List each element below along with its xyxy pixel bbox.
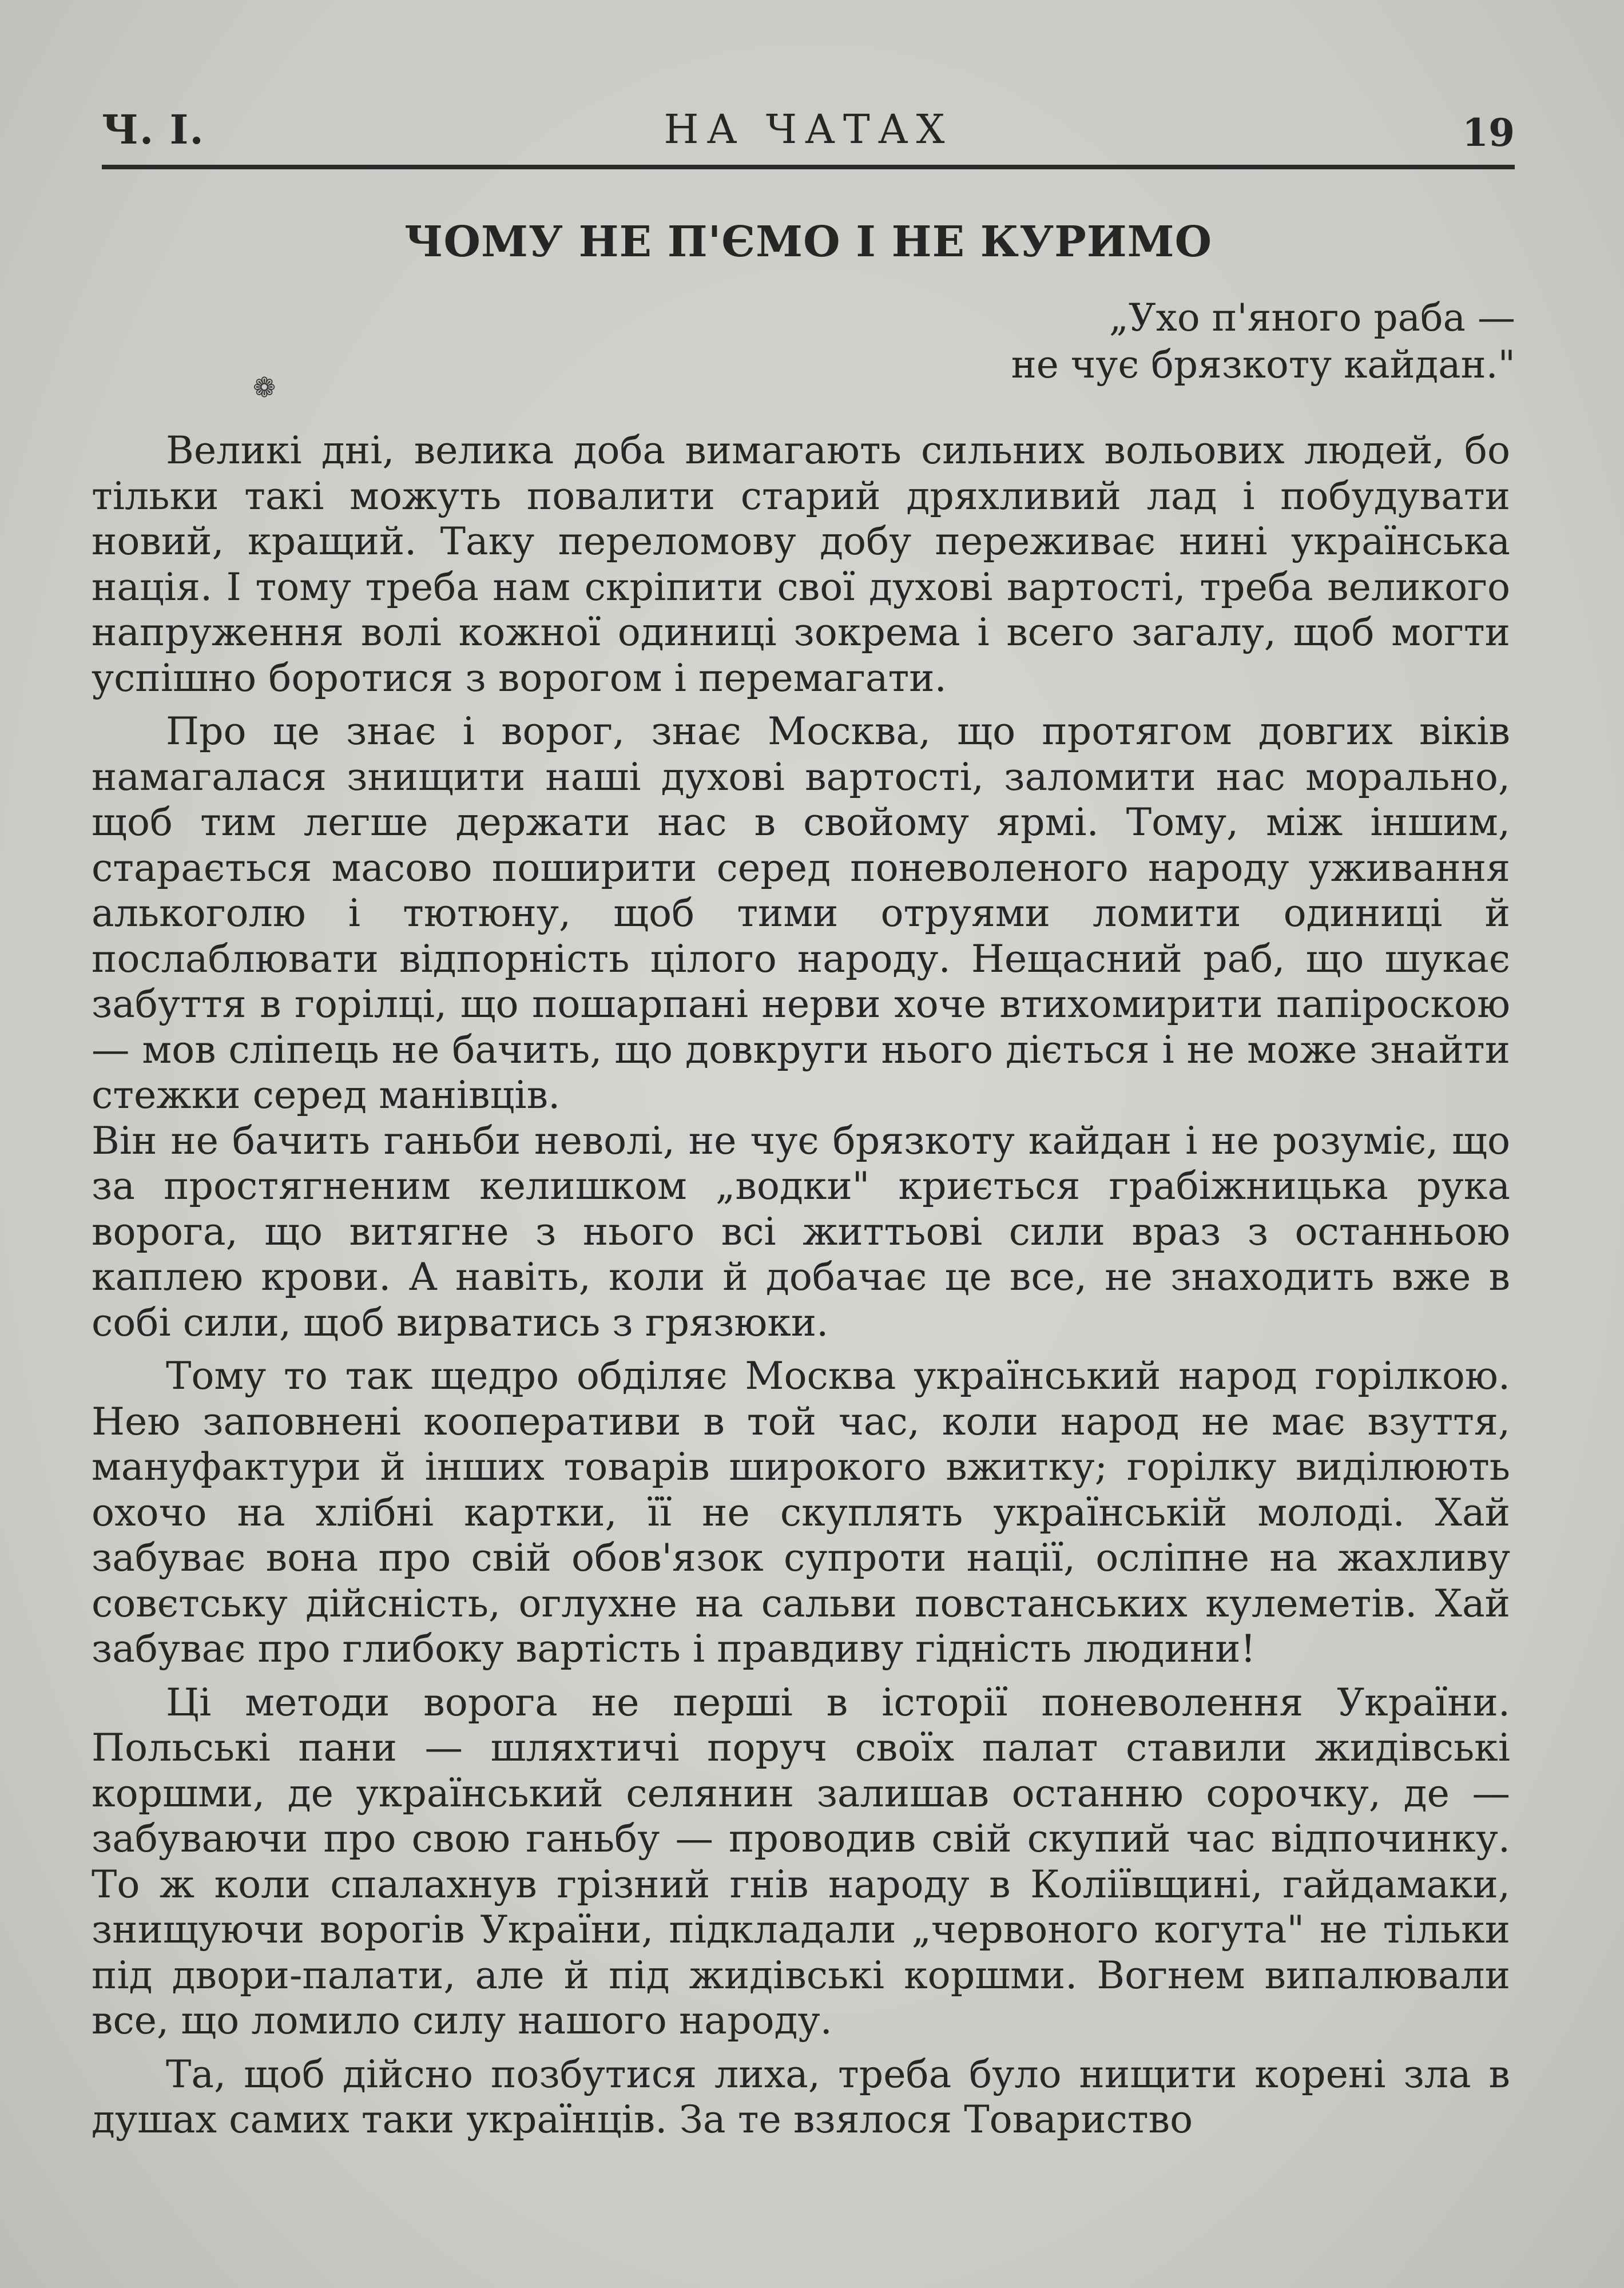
paragraph-5: Ці методи ворога не перші в історії поневолення України. Польські пани — шляхтичі поруч своїх палат ставили жидівські коршми, де український селянин залишав останню сорочку, де — забуваючи про свою ганьбу — проводив свій скупий час відпочинку. То ж коли спалахнув грізний гнів народу в Коліївщині, гайдамаки, знищуючи ворогів України, підкладали „червоного когута" не тільки під двори-палати, але й під жидівські коршми. Вогнем випалювали все, що ломило силу нашого народу. bbox=[92, 1679, 1510, 2043]
header-rule bbox=[102, 165, 1515, 169]
running-header bbox=[102, 106, 1515, 169]
page-number: 19 bbox=[1462, 110, 1515, 155]
article-title: ЧОМУ НЕ П'ЄМО І НЕ КУРИМО bbox=[404, 217, 1213, 267]
epigraph bbox=[829, 295, 1515, 388]
epigraph-line-1: „Ухо п'яного раба — bbox=[1109, 296, 1515, 340]
paragraph-4: Тому то так щедро обділяє Москва український народ горілкою. Нею заповнені кооперативи в той час, коли народ не має взуття, мануфактури й інших товарів широкого вжитку; горілку виділюють охочо на хлібні картки, її не скуплять українській молоді. Хай забуває вона про свій обов'язок супроти нації, осліпне на жахливу совєтську дійсність, оглухне на сальви повстанських кулеметів. Хай забуває про глибоку вартість і правдиву гідність людини! bbox=[92, 1353, 1510, 1671]
article-body bbox=[92, 428, 1510, 2143]
epigraph-line-2: не чує брязкоту кайдан." bbox=[1011, 343, 1515, 387]
paragraph-3: Він не бачить ганьби неволі, не чує брязкоту кайдан і не розуміє, що за простягненим келишком „водки" криється грабіжницька рука ворога, що витягне з нього всі життьові сили враз з останньою каплею крови. А навіть, коли й добачає це все, не знаходить вже в собі сили, щоб вирватись з грязюки. bbox=[92, 1118, 1510, 1345]
ornament-icon: ❁ bbox=[253, 372, 276, 404]
header-journal-title: НА ЧАТАХ bbox=[664, 106, 953, 153]
header-part-label: Ч. І. bbox=[102, 106, 205, 153]
paragraph-1: Великі дні, велика доба вимагають сильних вольових людей, бо тільки такі можуть повалити старий дряхливий лад і побудувати новий, кращий. Таку переломову добу переживає нині українська нація. І тому треба нам скріпити свої духові вартості, треба великого напруження волі кожної одиниці зокрема і всего загалу, щоб могти успішно боротися з ворогом і перемагати. bbox=[92, 428, 1510, 700]
paragraph-6: Та, щоб дійсно позбутися лиха, треба було нищити корені зла в душах самих таки українців. За те взялося Товариство bbox=[92, 2051, 1510, 2142]
paragraph-2: Про це знає і ворог, знає Москва, що протягом довгих віків намагалася знищити наші духові вартості, заломити нас морально, щоб тим легше держати нас в свойому ярмі. Тому, між іншим, старається масово поширити серед поневоленого народу уживання алькоголю і тютюну, щоб тими отруями ломити одиниці й послаблювати відпорність цілого народу. Нещасний раб, що шукає забуття в горілці, що пошарпані нерви хоче втихомирити папіроскою — мов сліпець не бачить, що довкруги нього діється і не може знайти стежки серед манівців. bbox=[92, 709, 1510, 1117]
